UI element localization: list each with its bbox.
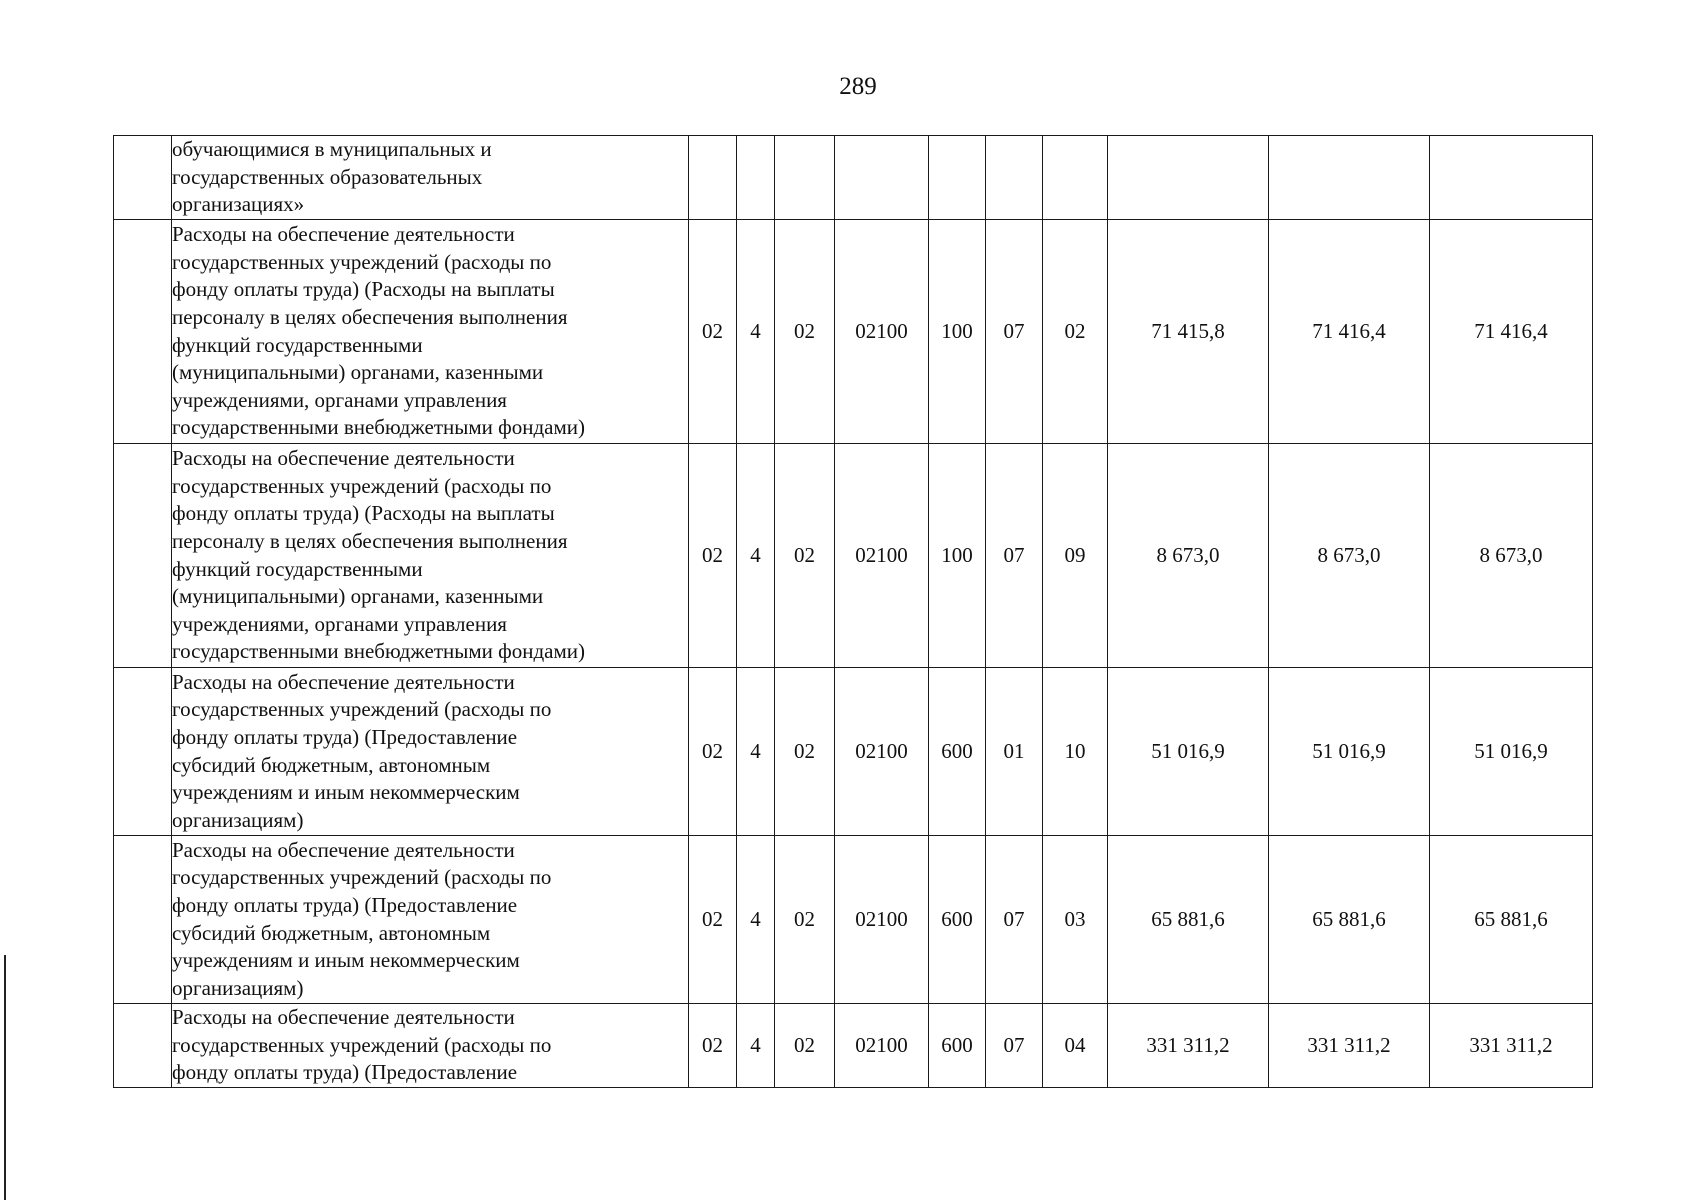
table-row [114,668,1593,836]
code-cell: 02 [689,836,737,1004]
row-number-cell [114,1004,172,1088]
table-row [114,136,1593,220]
amount-cell: 65 881,6 [1269,836,1430,1004]
code-cell: 02100 [835,444,929,668]
row-number-cell [114,220,172,444]
code-cell: 4 [737,444,775,668]
row-number-cell [114,444,172,668]
amount-cell: 51 016,9 [1430,668,1593,836]
amount-cell [1430,136,1593,220]
code-cell: 4 [737,1004,775,1088]
table-body [114,136,1593,1088]
code-cell: 02 [689,668,737,836]
amount-cell [1108,136,1269,220]
code-cell: 07 [986,1004,1043,1088]
code-cell: 02 [689,444,737,668]
table-row [114,836,1593,1004]
code-cell [1043,136,1108,220]
code-cell: 02 [775,220,835,444]
code-cell: 03 [1043,836,1108,1004]
description-cell: Расходы на обеспечение деятельности государственных учреждений (расходы по фонду оплаты труда) (Предоставление субсидий бюджетным, автономным учреждениям и иным некоммерческим организациям) [172,836,689,1004]
amount-cell [1269,136,1430,220]
code-cell: 02 [775,1004,835,1088]
code-cell: 02100 [835,836,929,1004]
code-cell: 02100 [835,1004,929,1088]
row-number-cell [114,668,172,836]
amount-cell: 331 311,2 [1269,1004,1430,1088]
code-cell [986,136,1043,220]
code-cell: 02100 [835,220,929,444]
code-cell: 02 [775,444,835,668]
amount-cell: 71 415,8 [1108,220,1269,444]
table-row [114,1004,1593,1088]
code-cell: 01 [986,668,1043,836]
code-cell: 02100 [835,668,929,836]
code-cell: 4 [737,220,775,444]
code-cell: 02 [775,668,835,836]
amount-cell: 331 311,2 [1430,1004,1593,1088]
amount-cell: 331 311,2 [1108,1004,1269,1088]
description-cell: Расходы на обеспечение деятельности государственных учреждений (расходы по фонду оплаты труда) (Расходы на выплаты персоналу в целях обеспечения выполнения функций государственными (муниципальными) органами, казенными учреждениями, органами управления государственными внебюджетными фондами) [172,220,689,444]
code-cell: 02 [1043,220,1108,444]
code-cell: 600 [929,668,986,836]
margin-line [4,955,6,1200]
amount-cell: 8 673,0 [1430,444,1593,668]
amount-cell: 71 416,4 [1430,220,1593,444]
code-cell: 07 [986,220,1043,444]
code-cell [835,136,929,220]
description-cell: Расходы на обеспечение деятельности государственных учреждений (расходы по фонду оплаты труда) (Расходы на выплаты персоналу в целях обеспечения выполнения функций государственными (муниципальными) органами, казенными учреждениями, органами управления государственными внебюджетными фондами) [172,444,689,668]
code-cell: 100 [929,220,986,444]
code-cell [929,136,986,220]
code-cell: 4 [737,668,775,836]
row-number-cell [114,836,172,1004]
page-number: 289 [839,73,877,100]
amount-cell: 65 881,6 [1430,836,1593,1004]
code-cell: 4 [737,836,775,1004]
amount-cell: 8 673,0 [1269,444,1430,668]
code-cell [737,136,775,220]
code-cell: 09 [1043,444,1108,668]
description-cell: Расходы на обеспечение деятельности государственных учреждений (расходы по фонду оплаты труда) (Предоставление субсидий бюджетным, автономным учреждениям и иным некоммерческим организациям) [172,668,689,836]
code-cell [689,136,737,220]
code-cell: 02 [775,836,835,1004]
code-cell: 02 [689,1004,737,1088]
budget-table [113,135,1593,1088]
description-cell: обучающимися в муниципальных и государственных образовательных организациях» [172,136,689,220]
amount-cell: 51 016,9 [1269,668,1430,836]
code-cell: 600 [929,1004,986,1088]
code-cell: 600 [929,836,986,1004]
code-cell: 04 [1043,1004,1108,1088]
table-row [114,220,1593,444]
amount-cell: 8 673,0 [1108,444,1269,668]
code-cell: 07 [986,444,1043,668]
code-cell: 02 [689,220,737,444]
amount-cell: 51 016,9 [1108,668,1269,836]
amount-cell: 65 881,6 [1108,836,1269,1004]
row-number-cell [114,136,172,220]
code-cell [775,136,835,220]
description-cell: Расходы на обеспечение деятельности государственных учреждений (расходы по фонду оплаты труда) (Предоставление [172,1004,689,1088]
table-row [114,444,1593,668]
code-cell: 07 [986,836,1043,1004]
amount-cell: 71 416,4 [1269,220,1430,444]
code-cell: 10 [1043,668,1108,836]
code-cell: 100 [929,444,986,668]
